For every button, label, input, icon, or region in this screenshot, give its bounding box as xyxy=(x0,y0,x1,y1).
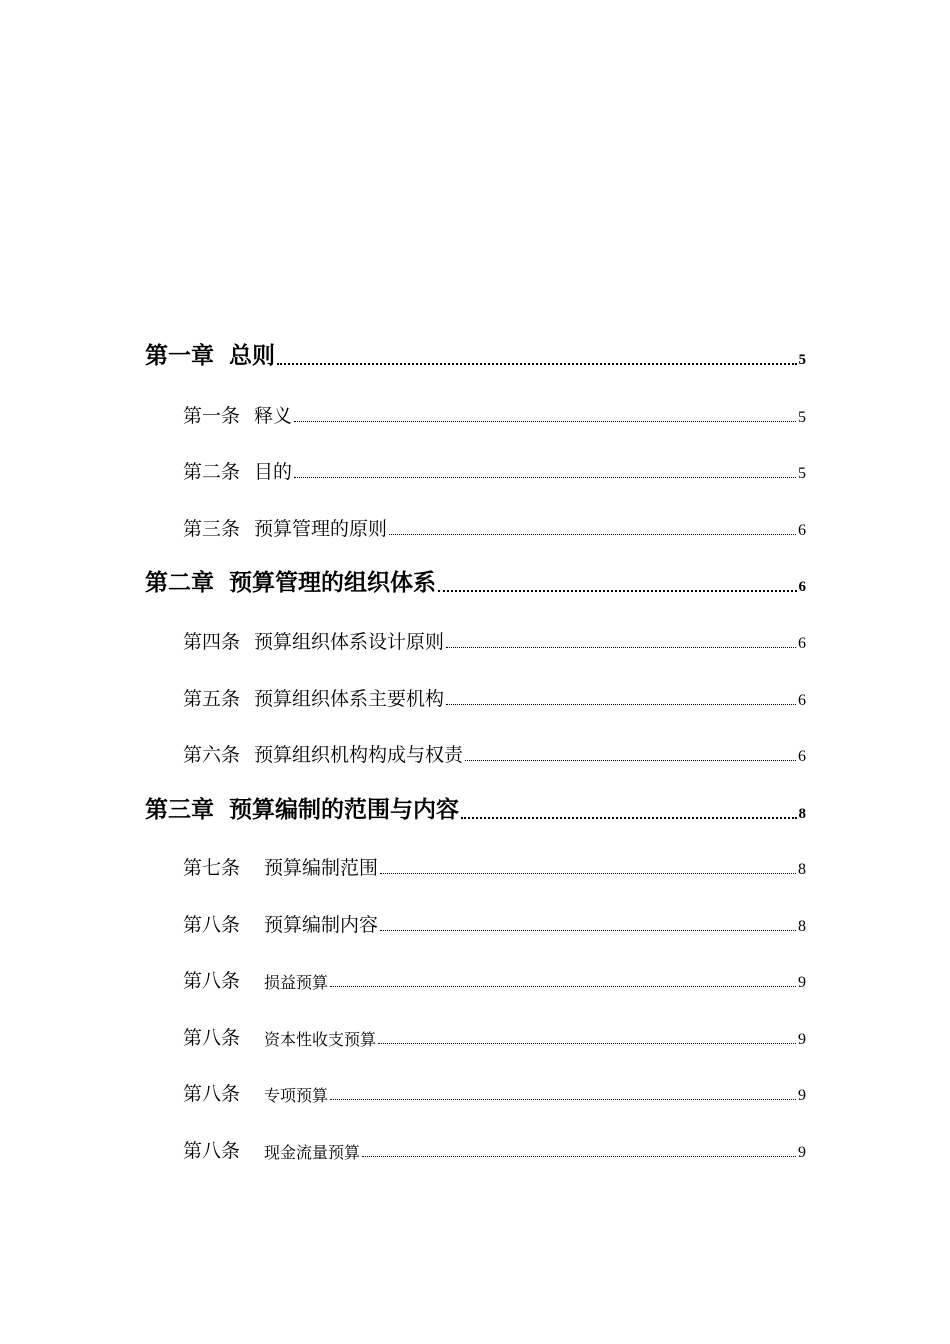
toc-leader-dots xyxy=(389,534,796,535)
toc-entry-page: 9 xyxy=(798,1031,806,1048)
toc-article-8[interactable] xyxy=(0,895,950,935)
toc-entry-page: 9 xyxy=(798,1144,806,1161)
toc-entry-page: 9 xyxy=(798,1087,806,1104)
toc-leader-dots xyxy=(446,647,796,648)
toc-entry-page: 5 xyxy=(798,352,806,368)
toc-article-8-sub-2[interactable] xyxy=(0,1008,950,1048)
toc-leader-dots xyxy=(294,477,796,478)
toc-article-8-sub-4[interactable] xyxy=(0,1121,950,1161)
toc-article-6[interactable] xyxy=(0,725,950,765)
toc-entry-title: 专项预算 xyxy=(264,1086,329,1105)
toc-entry-number: 第二条 xyxy=(183,461,241,483)
toc-entry-number: 第八条 xyxy=(183,970,241,992)
toc-leader-dots xyxy=(277,363,797,365)
toc-leader-dots xyxy=(465,760,796,761)
toc-entry-page: 6 xyxy=(798,748,806,765)
toc-article-8-sub-1[interactable] xyxy=(0,951,950,991)
toc-entry-number: 第六条 xyxy=(183,744,241,766)
toc-article-1[interactable] xyxy=(0,386,950,426)
toc-article-4[interactable] xyxy=(0,612,950,652)
toc-article-7[interactable] xyxy=(0,838,950,878)
toc-entry-title: 总则 xyxy=(229,343,275,369)
toc-leader-dots xyxy=(461,817,797,819)
toc-entry-title: 预算编制内容 xyxy=(264,914,379,936)
toc-entry-page: 8 xyxy=(798,806,806,822)
toc-entry-page: 5 xyxy=(798,465,806,482)
toc-entry-title: 预算管理的组织体系 xyxy=(229,570,436,596)
toc-entry-page: 6 xyxy=(798,635,806,652)
toc-entry-number: 第四条 xyxy=(183,631,241,653)
toc-entry-number: 第七条 xyxy=(183,857,241,879)
toc-article-5[interactable] xyxy=(0,669,950,709)
toc-entry-title: 预算组织体系主要机构 xyxy=(254,688,445,710)
toc-chapter-3[interactable] xyxy=(0,782,950,822)
toc-leader-dots xyxy=(294,421,796,422)
toc-entry-number: 第八条 xyxy=(183,1140,241,1162)
toc-entry-page: 9 xyxy=(798,974,806,991)
toc-leader-dots xyxy=(380,873,796,874)
toc-entry-number: 第八条 xyxy=(183,914,241,936)
toc-entry-page: 8 xyxy=(798,918,806,935)
toc-entry-title: 释义 xyxy=(254,405,293,427)
toc-entry-page: 6 xyxy=(798,579,806,595)
toc-article-2[interactable] xyxy=(0,442,950,482)
toc-entry-number: 第二章 xyxy=(145,570,214,596)
toc-entry-number: 第五条 xyxy=(183,688,241,710)
toc-entry-number: 第一章 xyxy=(145,343,214,369)
toc-entry-page: 6 xyxy=(798,522,806,539)
toc-leader-dots xyxy=(380,930,796,931)
toc-entry-title: 预算组织体系设计原则 xyxy=(254,631,445,653)
toc-leader-dots xyxy=(438,590,797,592)
toc-article-8-sub-3[interactable] xyxy=(0,1064,950,1104)
toc-entry-number: 第三章 xyxy=(145,797,214,823)
toc-entry-title: 资本性收支预算 xyxy=(264,1030,377,1049)
toc-entry-title: 目的 xyxy=(254,461,293,483)
toc-entry-title: 预算管理的原则 xyxy=(254,518,388,540)
toc-entry-page: 5 xyxy=(798,409,806,426)
toc-entry-title: 现金流量预算 xyxy=(264,1143,361,1162)
toc-entry-title: 预算编制范围 xyxy=(264,857,379,879)
toc-entry-number: 第一条 xyxy=(183,405,241,427)
toc-article-3[interactable] xyxy=(0,499,950,539)
toc-entry-number: 第八条 xyxy=(183,1083,241,1105)
toc-leader-dots xyxy=(330,1099,796,1100)
toc-entry-page: 6 xyxy=(798,692,806,709)
toc-chapter-2[interactable] xyxy=(0,555,950,595)
toc-entry-number: 第八条 xyxy=(183,1027,241,1049)
toc-chapter-1[interactable] xyxy=(0,328,950,368)
toc-entry-title: 预算编制的范围与内容 xyxy=(229,797,459,823)
toc-leader-dots xyxy=(330,986,796,987)
toc-entry-page: 8 xyxy=(798,861,806,878)
toc-leader-dots xyxy=(362,1156,796,1157)
toc-leader-dots xyxy=(446,704,796,705)
toc-leader-dots xyxy=(378,1043,796,1044)
toc-entry-title: 损益预算 xyxy=(264,973,329,992)
toc-entry-number: 第三条 xyxy=(183,518,241,540)
toc-entry-title: 预算组织机构构成与权责 xyxy=(254,744,464,766)
